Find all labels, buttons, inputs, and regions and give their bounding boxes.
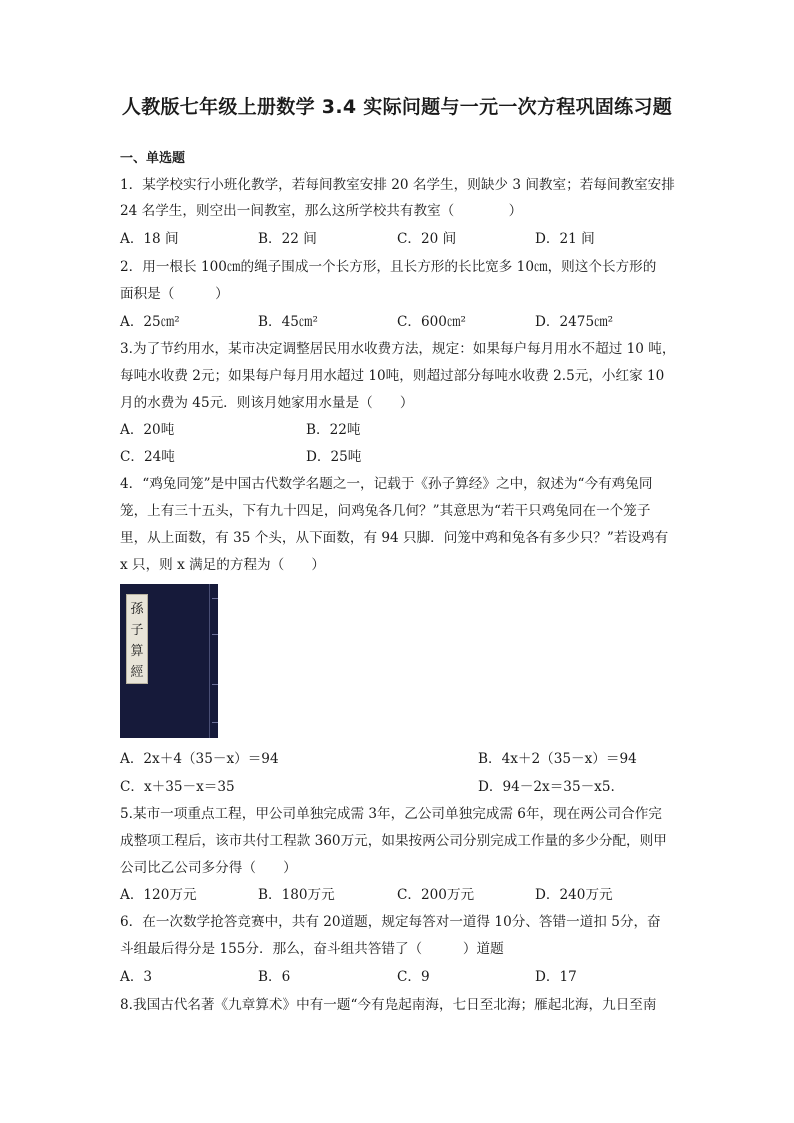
question-6-option-c: C．9: [397, 969, 430, 985]
question-1-option-a: A．18 间: [120, 231, 179, 247]
question-1-line-1: 1．某学校实行小班化教学，若每间教室安排 20 名学生，则缺少 3 间教室；若每间教室安排: [120, 177, 675, 193]
question-1-line-2: 24 名学生，则空出一间教室，那么这所学校共有教室（ ）: [120, 203, 523, 219]
question-3-option-d: D．25吨: [306, 449, 362, 465]
question-4-line-2: 笼，上有三十五头，下有九十四足，问鸡兔各几何？”其意思为“若干只鸡兔同在一个笼子: [120, 503, 651, 519]
question-6-option-b: B．6: [258, 969, 291, 985]
question-5-option-b: B．180万元: [258, 887, 335, 903]
question-1-option-c: C．20 间: [397, 231, 457, 247]
question-6-line-2: 斗组最后得分是 155分．那么，奋斗组共答错了（ ）道题: [120, 941, 504, 957]
book-label-char-4: 經: [130, 665, 144, 680]
question-1-option-d: D．21 间: [535, 231, 595, 247]
question-4-option-c: C．x＋35－x＝35: [120, 779, 235, 795]
question-2-option-d: D．2475㎝²: [535, 314, 614, 330]
question-3-line-3: 月的水费为 45元．则该月她家用水量是（ ）: [120, 395, 414, 411]
question-5-line-2: 成整项工程后，该市共付工程款 360万元，如果按两公司分别完成工作量的多少分配，则甲: [120, 833, 667, 849]
question-3-option-b: B．22吨: [306, 422, 361, 438]
question-2-line-1: 2．用一根长 100㎝的绳子围成一个长方形，且长方形的长比宽多 10㎝，则这个长方形的: [120, 259, 657, 275]
question-5-line-1: 5.某市一项重点工程，甲公司单独完成需 3年，乙公司单独完成需 6年，现在两公司合作完: [120, 806, 662, 822]
sunzi-suanjing-book-image: [120, 584, 218, 738]
question-4-line-3: 里，从上面数，有 35 个头，从下面数，有 94 只脚．问笼中鸡和兔各有多少只？”若设鸡有: [120, 530, 669, 546]
book-label-char-2: 子: [130, 623, 144, 638]
book-title-label: [126, 594, 148, 684]
question-6-option-a: A．3: [120, 969, 153, 985]
question-3-line-2: 每吨水收费 2元；如果每户每月用水超过 10吨，则超过部分每吨水收费 2.5元，小红家 10: [120, 368, 665, 384]
question-5-option-a: A．120万元: [120, 887, 197, 903]
question-3-line-1: 3.为了节约用水，某市决定调整居民用水收费方法，规定：如果每户每月用水不超过 10 吨，: [120, 341, 676, 357]
question-5-line-3: 公司比乙公司多分得（ ）: [120, 860, 297, 876]
question-6-line-1: 6．在一次数学抢答竞赛中，共有 20道题，规定每答对一道得 10分、答错一道扣 5分，奋: [120, 914, 661, 930]
question-3-option-a: A．20吨: [120, 422, 175, 438]
question-3-option-c: C．24吨: [120, 449, 175, 465]
question-4-option-b: B．4x＋2（35－x）＝94: [478, 751, 637, 767]
question-2-option-a: A．25㎝²: [120, 314, 180, 330]
question-5-option-d: D．240万元: [535, 887, 613, 903]
question-2-line-2: 面积是（ ）: [120, 286, 229, 302]
question-4-line-1: 4．“鸡兔同笼”是中国古代数学名题之一，记载于《孙子算经》之中，叙述为“今有鸡兔同: [120, 476, 653, 492]
document-title: 人教版七年级上册数学 3.4 实际问题与一元一次方程巩固练习题: [121, 96, 673, 118]
question-1-option-b: B．22 间: [258, 231, 317, 247]
question-4-option-d: D．94－2x＝35－x5.: [478, 779, 615, 795]
book-label-char-1: 孫: [130, 602, 144, 617]
question-8-line-1: 8.我国古代名著《九章算术》中有一题“今有凫起南海，七日至北海；雁起北海，九日至南: [120, 997, 657, 1013]
question-5-option-c: C．200万元: [397, 887, 475, 903]
question-2-option-b: B．45㎝²: [258, 314, 318, 330]
question-2-option-c: C．600㎝²: [397, 314, 466, 330]
question-4-line-4: x 只，则 x 满足的方程为（ ）: [120, 557, 326, 573]
question-4-option-a: A．2x＋4（35－x）＝94: [120, 751, 279, 767]
book-label-char-3: 算: [130, 644, 144, 659]
question-6-option-d: D．17: [535, 969, 577, 985]
section-heading: 一、单选题: [120, 151, 186, 166]
